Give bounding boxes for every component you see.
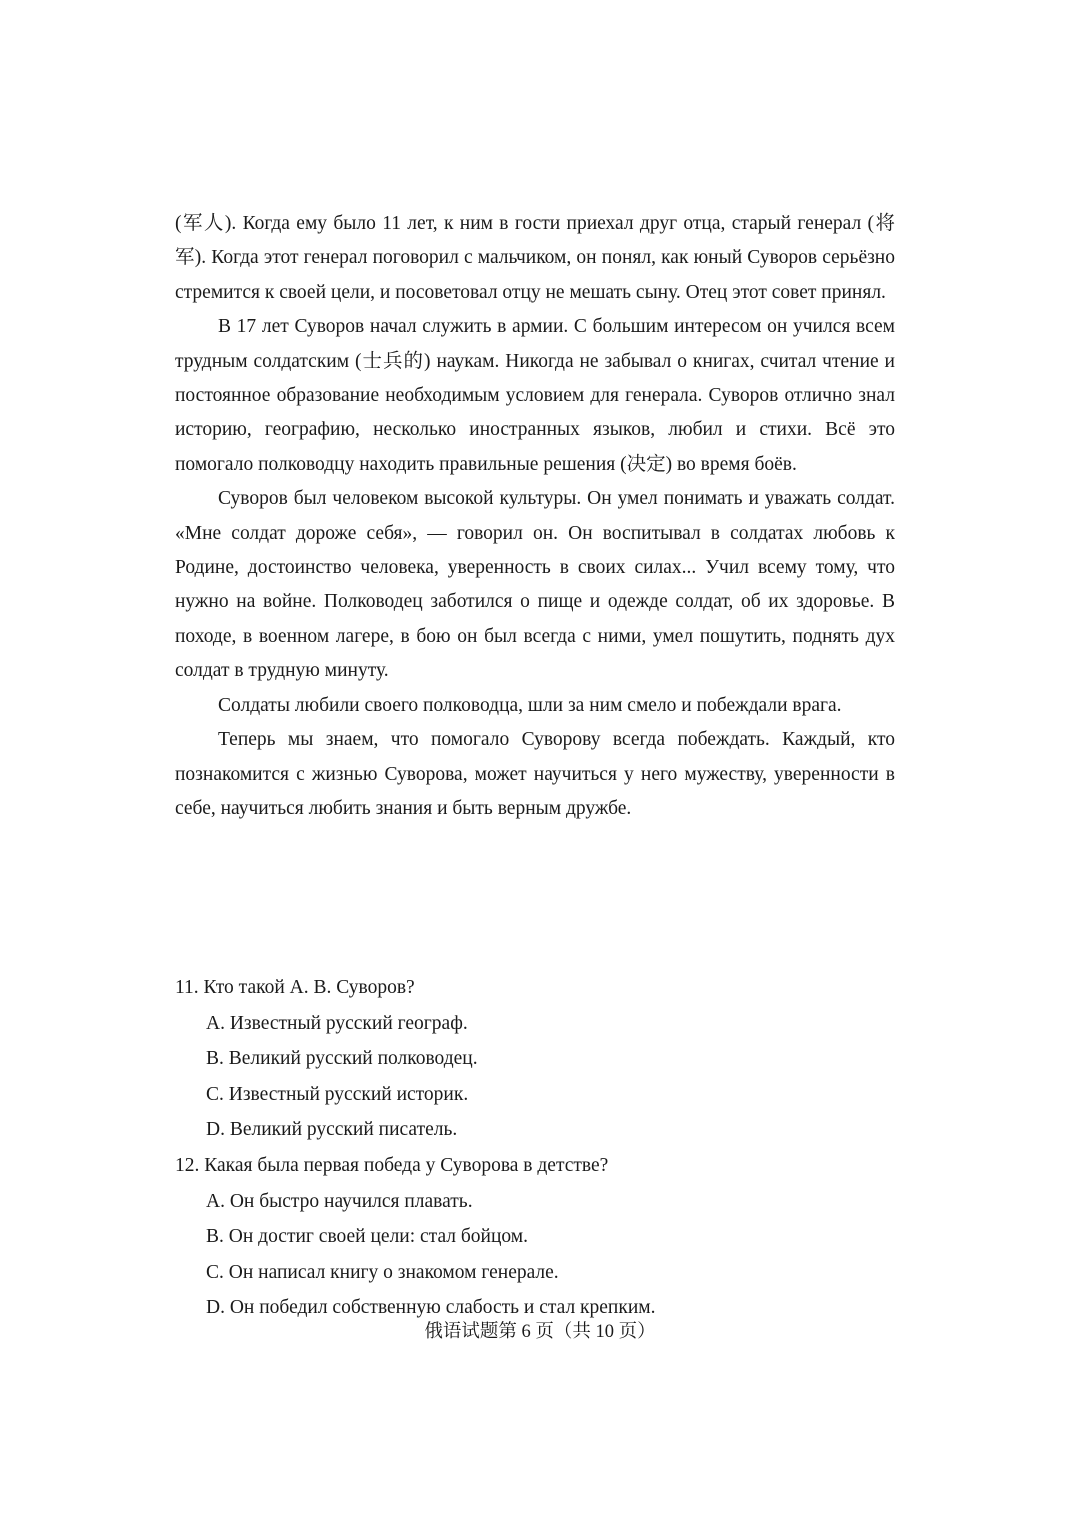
answer-option-b: B. Великий русский полководец. [206,1048,478,1070]
passage-paragraph: Суворов был человеком высокой культуры. Он умел понимать и уважать солдат. «Мне солдат дороже себя», — говорил он. Он воспитывал в солдатах любовь к Родине, достоинство человека, уверенность в своих силах... Учил всему тому, что нужно на войне. Полководец заботился о пище и одежде солдат, об их здоровье. В походе, в военном лагере, в бою он был всегда с ними, умел пошутить, поднять дух солдат в трудную минуту. [175,488,895,682]
question-list [175,970,895,1326]
question-12 [175,1148,895,1326]
answer-option-c: C. Он написал книгу о знакомом генерале. [206,1261,559,1283]
passage-paragraph: Теперь мы знаем, что помогало Суворову всегда побеждать. Каждый, кто познакомится с жизнью Суворова, может научиться у него мужеству, уверенности в себе, научиться любить знания и быть верным дружбе. [175,729,895,819]
answer-option-d: D. Великий русский писатель. [206,1119,458,1141]
question-11 [175,970,895,1148]
passage-paragraph: В 17 лет Суворов начал служить в армии. С большим интересом он учился всем трудным солдатским (士兵的) наукам. Никогда не забывал о книгах, считал чтение и постоянное образование необходимым условием для генерала. Суворов отлично знал историю, географию, несколько иностранных языков, любил и стихи. Всё это помогало полководцу находить правильные решения (决定) во время боёв. [175,316,895,475]
question-text: 12. Какая была первая победа у Суворова в детстве? [175,1154,609,1176]
page-footer: 俄语试题第 6 页（共 10 页） [424,1322,656,1342]
reading-passage [175,207,895,826]
answer-option-d: D. Он победил собственную слабость и стал крепким. [206,1297,656,1319]
passage-paragraph: (军人). Когда ему было 11 лет, к ним в гости приехал друг отца, старый генерал (将军). Когда этот генерал поговорил с мальчиком, он понял, как юный Суворов серьёзно стремится к своей цели, и посоветовал отцу не мешать сыну. Отец этот совет принял. [175,213,895,303]
passage-paragraph: Солдаты любили своего полководца, шли за ним смело и побеждали врага. [218,694,842,716]
question-text: 11. Кто такой А. В. Суворов? [175,977,415,998]
answer-option-b: B. Он достиг своей цели: стал бойцом. [206,1226,529,1248]
answer-option-a: A. Известный русский географ. [206,1012,468,1034]
answer-option-a: A. Он быстро научился плавать. [206,1190,473,1212]
answer-option-c: C. Известный русский историк. [206,1083,469,1105]
